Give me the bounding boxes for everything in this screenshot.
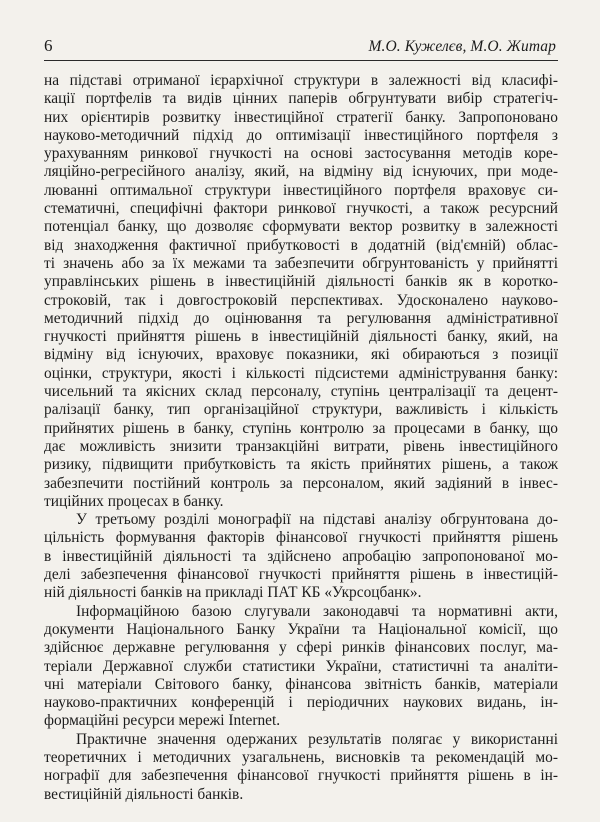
text-line: науково-практичних конференцій і періодичних наукових видань, ін- [44, 694, 558, 712]
text-line: Практичне значення одержаних результатів полягає у використанні [76, 730, 558, 748]
text-line: стематичні, специфічні фактори ринкової гнучкості, а також ресурсний [44, 200, 558, 218]
text-line: ралізації банку, тип організаційної структури, важливість і кількість [44, 401, 558, 419]
text-line: дає можливість знизити транзакційні витрати, рівень інвестиційного [44, 437, 558, 455]
text-line: науково-методичний підхід до оптимізації інвестиційного портфеля з [44, 126, 558, 144]
text-line: гнучкості прийняття рішень в інвестиційній діяльності банку, який, на [44, 328, 558, 346]
text-line: відміну від існуючих, враховує показники, які обираються з позиції [44, 346, 558, 364]
paragraph [44, 603, 558, 731]
text-line: нографії для забезпечення фінансової гнучкості прийняття рішень в ін- [44, 767, 558, 785]
text-line: чисельний та якісних склад персоналу, ступінь централізації та децент- [44, 383, 558, 401]
text-line: на підставі отриманої ієрархічної структури в залежності від класифі- [44, 72, 558, 89]
text-line: від знаходження фактичної прибутковості в додатній (від'ємній) облас- [44, 236, 558, 254]
body-text [44, 72, 558, 804]
text-line: строковій, так і довгостроковій перспективах. Удосконалено науково- [44, 291, 558, 309]
text-line: тиційних процесах в банку. [44, 492, 224, 510]
page-number: 6 [44, 36, 53, 55]
text-line: ризику, підвищити прибутковість та якість прийнятих рішень, а також [44, 456, 558, 474]
text-line: методичний підхід до оцінювання та регулювання адміністративної [44, 309, 558, 327]
text-line: них орієнтирів розвитку інвестиційної стратегії банку. Запропоновано [44, 108, 558, 126]
text-line: люванні оптимальної структури інвестиційного портфеля враховує си- [44, 181, 558, 199]
text-line: документи Національного Банку України та Національної комісії, що [44, 620, 558, 638]
text-line: кації портфелів та видів цінних паперів обгрунтувати вибір стратегіч- [44, 90, 558, 108]
text-line: делі забезпечення фінансової гнучкості прийняття рішень в інвестицій- [44, 566, 558, 584]
text-line: прийнятих рішень в банку, ступінь контролю за процесами в банку, що [44, 419, 558, 437]
paragraph [44, 511, 558, 602]
text-line: чні матеріали Світового банку, фінансова звітність банків, матеріали [44, 675, 558, 693]
text-line: ляційно-регресійного аналізу, який, на відміну від існуючих, при моде- [44, 163, 558, 181]
paragraph [44, 731, 558, 804]
text-line: здійснює державне регулювання у сфері ринків фінансових послуг, ма- [44, 639, 558, 657]
page-header [44, 34, 558, 61]
text-line: в інвестиційній діяльності та здійснено апробацію запропонованої мо- [44, 547, 558, 565]
text-line: оцінки, структури, якості і кількості підсистеми адміністрування банку: [44, 364, 558, 382]
text-line: урахуванням ринкової гнучкості на основі застосування методів коре- [44, 145, 558, 163]
paragraph [44, 72, 558, 511]
text-line: теріали Державної служби статистики України, статистичні та аналіти- [44, 657, 558, 675]
text-line: управлінських рішень в інвестиційній діяльності банків як в коротко- [44, 273, 558, 291]
text-line: забезпечити постійний контроль за персоналом, який задіяний в інвес- [44, 474, 558, 492]
text-line: потенціал банку, що дозволяє сформувати вектор розвитку в залежності [44, 218, 558, 236]
text-line: теоретичних і методичних узагальнень, висновків та рекомендацій мо- [44, 748, 558, 766]
text-line: ній діяльності банків на прикладі ПАТ КБ «Укрсоцбанк». [44, 584, 422, 602]
running-head: М.О. Кужелєв, М.О. Житар [368, 38, 556, 55]
text-line: цільність формування факторів фінансової гнучкості прийняття рішень [44, 529, 558, 547]
text-line: формаційні ресурси мережі Internet. [44, 712, 281, 730]
text-line: У третьому розділі монографії на підставі аналізу обгрунтована до- [76, 511, 558, 529]
text-line: Інформаційною базою слугували законодавчі та нормативні акти, [76, 602, 558, 620]
text-line: вестиційній діяльності банків. [44, 785, 244, 803]
text-line: ті значень або за їх межами та забезпечити обгрунтованість у прийнятті [44, 254, 558, 272]
